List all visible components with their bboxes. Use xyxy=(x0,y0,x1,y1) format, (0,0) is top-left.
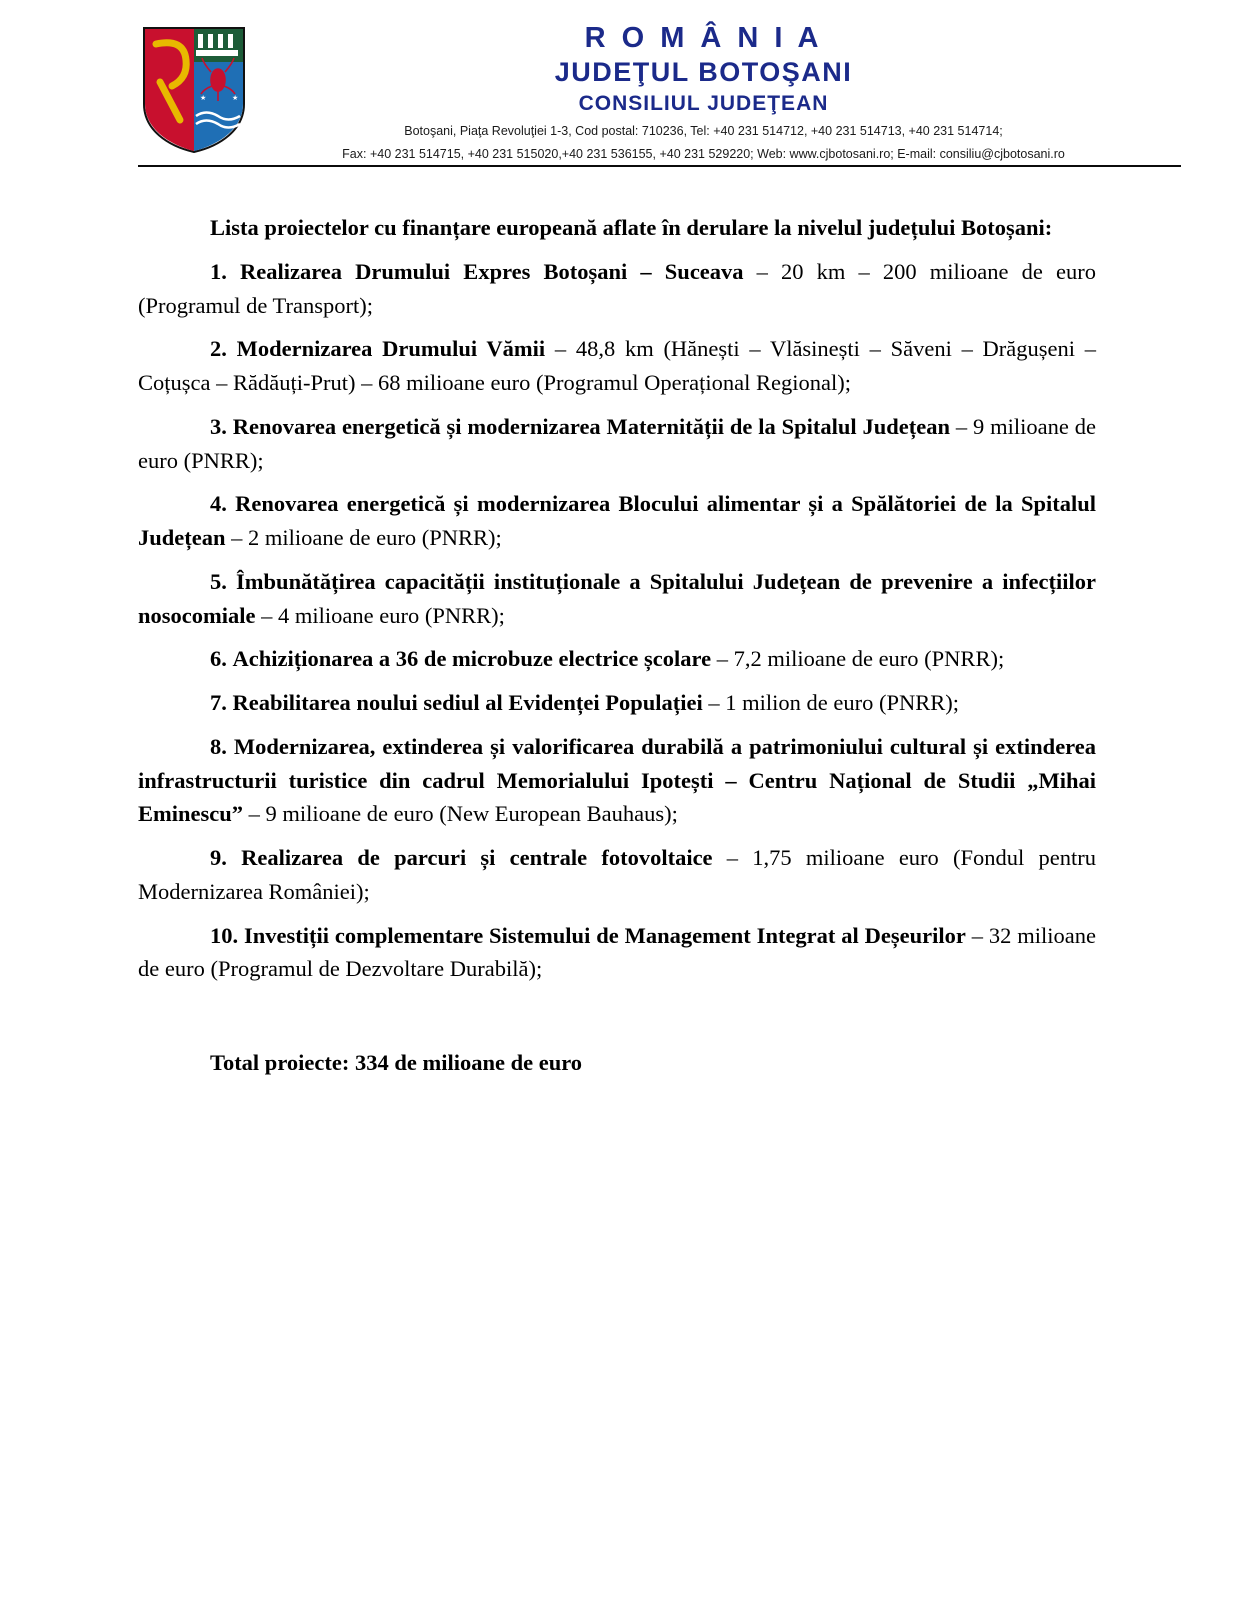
list-item xyxy=(138,841,1096,909)
item-title: Modernizarea Drumului Vămii xyxy=(236,336,546,362)
item-details: – 2 milioane de euro (PNRR); xyxy=(225,525,502,551)
item-details: – 48,8 km (Hănești – Vlăsinești – Săveni – Drăgușeni – Coțușca – Rădăuți-Prut) – 68 milioane euro (Programul Operațional Regional); xyxy=(138,336,1096,396)
coat-of-arms-icon xyxy=(140,24,248,156)
item-details: – 1,75 milioane euro (Fondul pentru Modernizarea României); xyxy=(138,845,1096,904)
letterhead-text xyxy=(248,22,1181,163)
letterhead xyxy=(0,0,1236,163)
contact-line-2: Fax: +40 231 514715, +40 231 515020,+40 231 536155, +40 231 529220; Web: www.cjbotosani.ro; E-mail: consiliu@cjbotosani.ro xyxy=(342,147,1065,162)
item-details: – 20 km – 200 milioane de euro (Programul de Transport); xyxy=(138,258,1096,318)
list-item xyxy=(138,410,1096,478)
item-title: Achiziționarea a 36 de microbuze electrice școlare xyxy=(232,646,712,672)
item-number: 2. xyxy=(210,336,227,362)
item-details: – 7,2 milioane de euro (PNRR); xyxy=(711,646,1005,672)
item-title: Realizarea Drumului Expres Botoșani – Suceava xyxy=(240,258,744,284)
item-number: 6. xyxy=(210,646,227,672)
item-title: Realizarea de parcuri și centrale fotovoltaice xyxy=(241,845,713,871)
item-number: 8. xyxy=(210,733,227,759)
item-number: 9. xyxy=(210,845,227,871)
item-number: 4. xyxy=(210,491,227,517)
list-item xyxy=(138,686,1096,720)
item-details: – 4 milioane euro (PNRR); xyxy=(255,602,505,628)
list-item xyxy=(138,919,1096,987)
svg-text:★: ★ xyxy=(200,94,207,102)
item-title: Îmbunătățirea capacității instituționale a Spitalului Județean de prevenire a infecțiilor nosocomiale xyxy=(138,568,1096,628)
item-title: Renovarea energetică și modernizarea Maternității de la Spitalul Județean xyxy=(232,413,951,439)
item-title: Reabilitarea noului sediul al Evidenței Populației xyxy=(232,690,703,716)
document-body xyxy=(0,167,1236,1080)
list-item xyxy=(138,255,1096,323)
item-number: 10. xyxy=(210,922,239,948)
item-details: – 9 milioane de euro (PNRR); xyxy=(138,413,1097,473)
item-details: – 9 milioane de euro (New European Bauhaus); xyxy=(243,801,678,827)
item-number: 1. xyxy=(210,258,227,284)
item-number: 3. xyxy=(210,413,227,439)
item-title: Renovarea energetică și modernizarea Blocului alimentar și a Spălătoriei de la Spitalul Județean xyxy=(138,491,1096,551)
list-item xyxy=(138,642,1096,676)
svg-text:★: ★ xyxy=(232,94,239,102)
list-item xyxy=(138,332,1096,400)
item-title: Investiții complementare Sistemului de Management Integrat al Deșeurilor xyxy=(244,922,966,948)
item-details: – 32 milioane de euro (Programul de Dezvoltare Durabilă); xyxy=(138,922,1097,982)
item-number: 5. xyxy=(210,568,227,594)
item-number: 7. xyxy=(210,690,227,716)
list-item xyxy=(138,730,1096,831)
list-item xyxy=(138,487,1096,555)
list-item xyxy=(138,565,1096,633)
item-details: – 1 milion de euro (PNRR); xyxy=(702,690,959,716)
total-line: Total proiecte: 334 de milioane de euro xyxy=(210,1050,583,1076)
item-title: Modernizarea, extinderea și valorificarea durabilă a patrimoniului cultural și extinderea infrastructurii turistice din cadrul Memorialului Ipotești – Centru Național de Studii „Mihai Eminescu” xyxy=(138,733,1096,827)
document-intro: Lista proiectelor cu finanțare europeană aflate în derulare la nivelul județului Botoșani: xyxy=(210,215,1053,241)
contact-line-1: Botoşani, Piaţa Revoluţiei 1-3, Cod postal: 710236, Tel: +40 231 514712, +40 231 514713, +40 231 514714; xyxy=(404,123,1003,138)
org-country: R O M Â N I A xyxy=(584,22,823,54)
org-council: CONSILIUL JUDEŢEAN xyxy=(578,91,829,115)
org-county: JUDEŢUL BOTOŞANI xyxy=(554,57,853,88)
